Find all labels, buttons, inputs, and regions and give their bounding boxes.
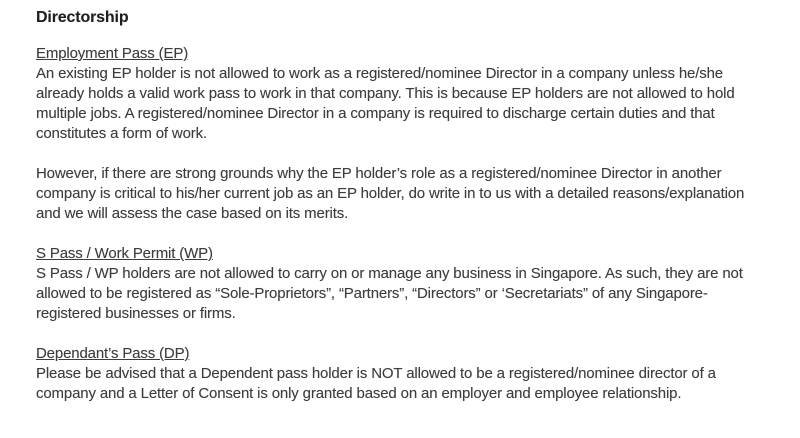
section-heading-dependants-pass: Dependant’s Pass (DP)	[36, 345, 190, 362]
section-employment-pass	[36, 44, 766, 224]
section-dependants-pass	[36, 344, 766, 404]
section-heading-spass-work-permit: S Pass / Work Permit (WP)	[36, 245, 213, 262]
paragraph-dp-rule: Please be advised that a Dependent pass holder is NOT allowed to be a registered/nominee director of a company and a Letter of Consent is only granted based on an employer and employee relationship.	[36, 365, 716, 402]
section-heading-employment-pass: Employment Pass (EP)	[36, 45, 189, 62]
paragraph-ep-rule: An existing EP holder is not allowed to work as a registered/nominee Director in a company unless he/she already holds a valid work pass to work in that company. This is because EP holders are not allowed to hold multiple jobs. A registered/nominee Director in a company is required to discharge certain duties and that constitutes a form of work.	[36, 65, 735, 142]
paragraph-spass-rule: S Pass / WP holders are not allowed to carry on or manage any business in Singapore. As such, they are not allowed to be registered as “Sole-Proprietors”, “Partners”, “Directors” or ‘Secretariats” of any Singapore-registered businesses or firms.	[36, 265, 743, 322]
paragraph-ep-exception: However, if there are strong grounds why the EP holder’s role as a registered/nominee Director in another company is critical to his/her current job as an EP holder, do write in to us with a detailed reasons/explanation and we will assess the case based on its merits.	[36, 165, 745, 222]
page-title: Directorship	[36, 9, 129, 26]
section-spass-work-permit	[36, 244, 766, 324]
